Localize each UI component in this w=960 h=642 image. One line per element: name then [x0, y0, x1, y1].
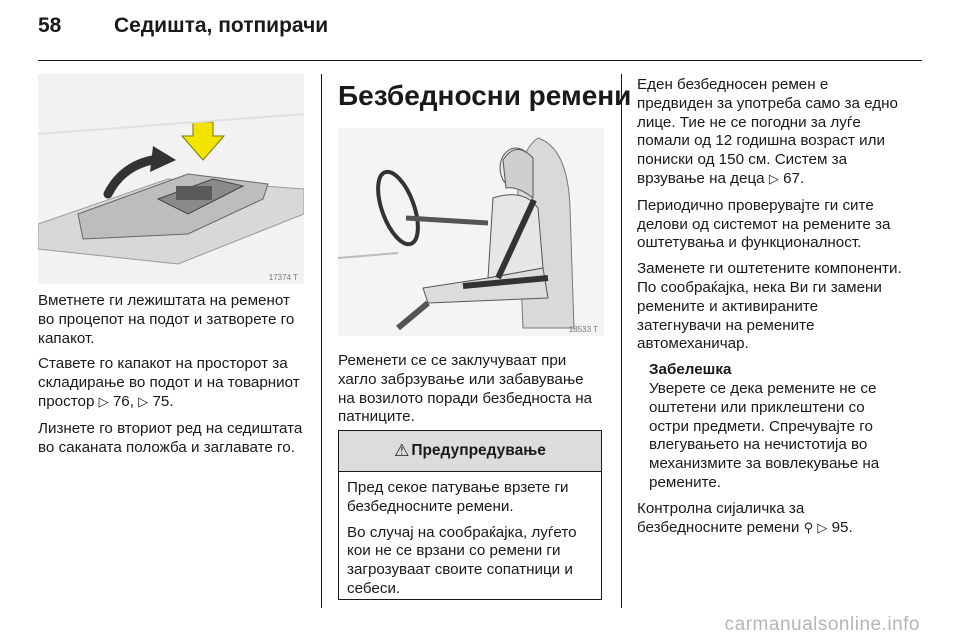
paragraph-with-refs — [38, 355, 310, 412]
watermark: carmanualsonline.info — [724, 614, 920, 635]
triangle-right-icon: ▷ — [98, 394, 109, 410]
warning-triangle-icon: ⚠ — [394, 441, 410, 461]
page-ref[interactable]: 75. — [152, 392, 174, 410]
column-3-text — [637, 76, 903, 545]
warning-paragraph: Пред секое патување врзете ги безбедносните ремени. — [347, 479, 569, 515]
note-block — [637, 361, 903, 493]
page-ref[interactable]: 67. — [783, 169, 805, 187]
paragraph-text: Еден безбедносен ремен е предвиден за употреба само за едно лице. Тие не се погодни за луѓе помали од 12 годишна возраст или пониски од 150 см. Систем за врзување на деца — [637, 76, 898, 187]
seat-latch-figure — [38, 74, 304, 284]
paragraph: Вметнете ги лежиштата на ременот во процепот на подот и затворете го капакот. — [38, 292, 295, 347]
note-text: Уверете се дека ремените не се оштетени или приклештени со остри предмети. Спречувајте го влегувањето на нечистотија во механизмите за вовлекување на ремените. — [649, 379, 880, 491]
page-ref[interactable]: 95. — [831, 518, 853, 536]
figure-id: 17374 T — [268, 273, 298, 282]
paragraph: Периодично проверувајте ги сите делови од системот на ремените за оштетувања и функционалност. — [637, 196, 891, 252]
page-header — [38, 14, 328, 54]
warning-paragraph: Во случај на сообраќајка, луѓето кои не се врзани со ремени ги загрозуваат своите сопатници и себеси. — [347, 523, 577, 597]
seat-latch-illustration — [38, 74, 304, 284]
paragraph-text: Ставете го капакот на просторот за складирање во подот и на товарниот простор — [38, 355, 300, 410]
paragraph-text: Контролна сијаличка за безбедносните ремени — [637, 499, 805, 536]
seatbelt-illustration — [338, 128, 604, 336]
column-divider-1 — [321, 74, 322, 608]
paragraph-with-ref — [637, 500, 903, 539]
seatbelt-icon: ⚲ — [803, 520, 814, 536]
paragraph: Лизнете го вториот ред на седиштата во саканата положба и заглавате го. — [38, 419, 303, 456]
triangle-right-icon: ▷ — [817, 520, 828, 536]
page-title: Седишта, потпирачи — [114, 14, 329, 37]
paragraph: Заменете ги оштетените компоненти. По сообраќајка, нека Ви ги замени ремените и активираните затегнувачи на ремените автомеханичар. — [637, 260, 902, 353]
triangle-right-icon: ▷ — [138, 394, 149, 410]
header-rule — [38, 60, 922, 61]
warning-header — [339, 431, 601, 472]
paragraph: Ременети се се заклучуваат при хагло забрзување или забавување на возилото поради безбедноста на патниците. — [338, 352, 593, 426]
column-divider-2 — [621, 74, 622, 608]
warning-box — [338, 430, 602, 600]
section-title: Безбедносни ремени — [338, 80, 632, 111]
page-ref[interactable]: 76, — [112, 392, 134, 410]
warning-body — [339, 472, 601, 599]
note-title: Забелешка — [649, 361, 732, 379]
triangle-right-icon: ▷ — [768, 171, 779, 187]
warning-title: Предупредување — [411, 442, 546, 459]
column-1-text — [38, 292, 310, 464]
page-number: 58 — [38, 14, 62, 37]
figure-id: 18533 T — [568, 325, 598, 334]
paragraph-with-ref — [637, 76, 903, 190]
column-2-text — [338, 352, 602, 434]
seatbelt-figure — [338, 128, 604, 336]
